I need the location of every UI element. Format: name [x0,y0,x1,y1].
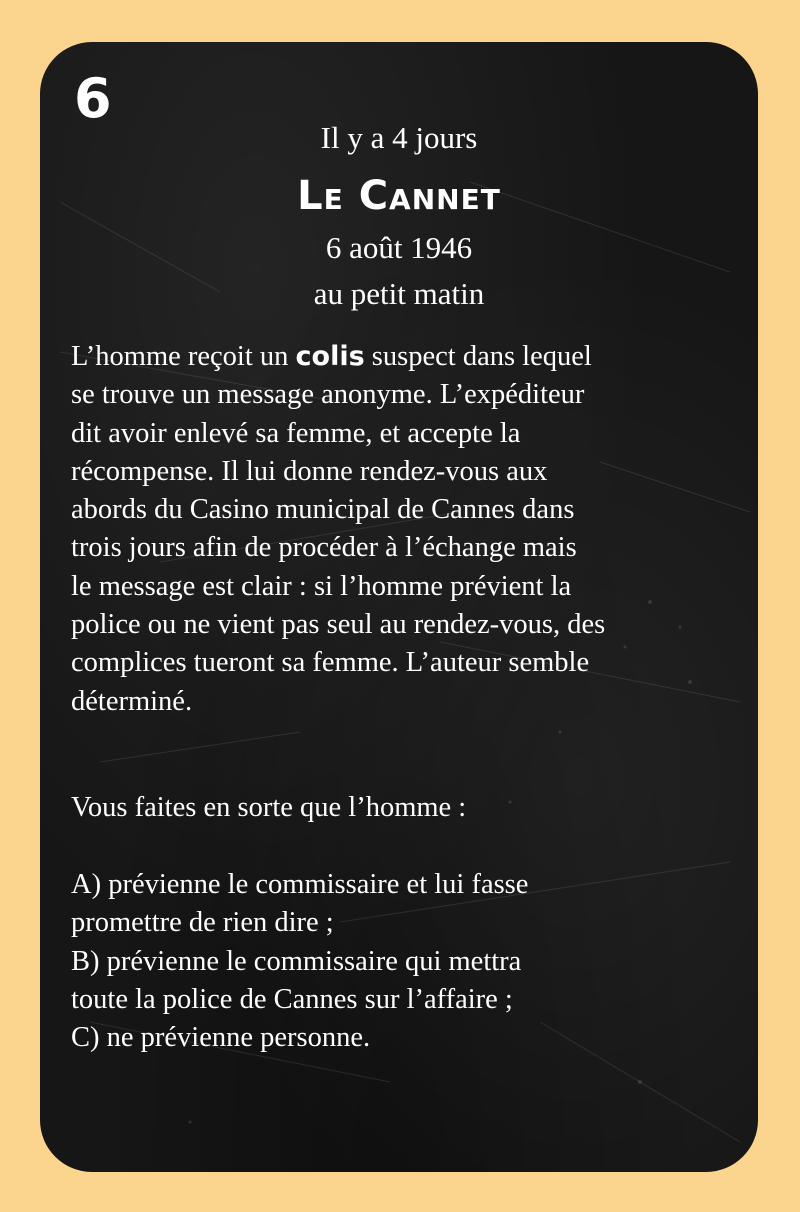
answer-options [71,866,731,1057]
card-number: 6 [74,67,112,130]
option-c: C) ne prévienne personne. [71,1022,371,1054]
story-text [71,338,731,721]
story-card [40,42,758,1172]
location-title: Le Cannet [297,173,501,219]
event-date: 6 août 1946 [325,230,473,265]
question-prompt: Vous faites en sorte que l’homme : [71,792,467,823]
time-ago: Il y a 4 jours [320,120,478,155]
option-a: A) prévienne le commissaire et lui fasse promettre de rien dire ; [71,869,529,939]
story-text-rest: suspect dans lequel se trouve un message anonyme. L’expéditeur dit avoir enlevé sa femme, et accepte la récompense. Il lui donne rendez-vous aux abords du Casino municipal de Cannes dans trois jours afin de procéder à l’échange mais le message est clair : si l’homme prévient la police ou ne vient pas seul au rendez-vous, des complices tueront sa femme. L’auteur semble déterminé. [71,341,606,717]
option-b: B) prévienne le commissaire qui mettra toute la police de Cannes sur l’affaire ; [71,945,522,1015]
keyword-colis: colis [295,341,365,372]
story-paragraph [71,338,731,721]
event-moment: au petit matin [313,276,485,311]
story-text-start: L’homme reçoit un [71,341,296,372]
